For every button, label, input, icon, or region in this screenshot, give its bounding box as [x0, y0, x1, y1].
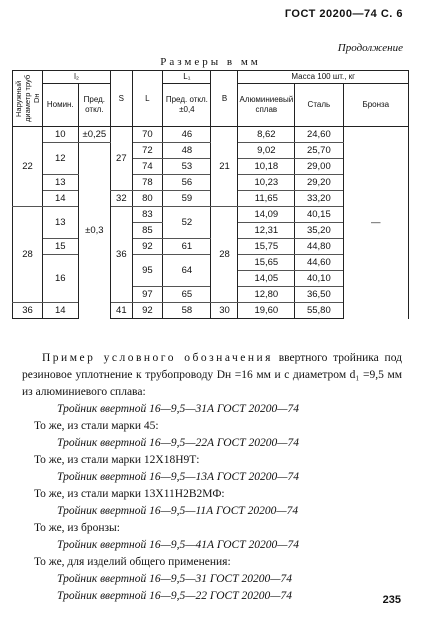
table-row: 74 53 10,18 29,00 [13, 159, 409, 175]
col-l2: l₂ [43, 71, 111, 84]
table-row: 12 ±0,3 72 48 9,02 25,70 [13, 143, 409, 159]
table-row: 15 92 61 15,75 44,80 [13, 239, 409, 255]
example-section [22, 350, 402, 605]
variant-steel-13x11: То же, из стали марки 13Х11Н2В2МФ: [34, 488, 225, 500]
page-header: ГОСТ 20200—74 С. 6 [284, 8, 403, 20]
col-l1: L₁ [163, 71, 211, 84]
table-row: 22 10 ±0,25 27 70 46 21 8,62 24,60 — [13, 127, 409, 143]
table-row: 36 14 41 92 58 30 19,60 55,80 [13, 303, 409, 319]
designation-2: Тройник ввертной 16—9,5—22А ГОСТ 20200—74 [57, 437, 299, 449]
col-steel: Сталь [295, 84, 343, 127]
designation-5: Тройник ввертной 16—9,5—41А ГОСТ 20200—74 [57, 539, 299, 551]
dimensions-table [12, 70, 409, 319]
table-row: 14,05 40,10 [13, 271, 409, 287]
continued-label: Продолжение [337, 42, 403, 54]
table-row: 28 13 36 83 52 28 14,09 40,15 [13, 207, 409, 223]
example-intro: Пример условного обозначения ввертного тройника под резиновое уплотнение к трубопроводу Dн =16 мм и с диаметром d₁ =9,5 мм из алюминиевого сплава: [22, 352, 402, 398]
variant-general: То же, для изделий общего применения: [34, 556, 231, 568]
col-L: L [132, 71, 163, 127]
page-number: 235 [382, 594, 401, 606]
designation-7: Тройник ввертной 16—9,5—22 ГОСТ 20200—74 [57, 590, 292, 602]
col-bronze: Бронза [343, 84, 408, 127]
col-b: B [211, 71, 238, 127]
designation-1: Тройник ввертной 16—9,5—31А ГОСТ 20200—74 [57, 403, 299, 415]
col-tolerance: Пред. откл. [78, 84, 111, 127]
variant-steel-12x18h9t: То же, из стали марки 12Х18Н9Т: [34, 454, 200, 466]
col-aluminium: Алюминиевый сплав [238, 84, 295, 127]
col-nominal: Номин. [43, 84, 79, 127]
col-s: S [111, 71, 132, 127]
designation-3: Тройник ввертной 16—9,5—13А ГОСТ 20200—74 [57, 471, 299, 483]
table-row: 85 12,31 35,20 [13, 223, 409, 239]
units-caption: Размеры в мм [160, 56, 261, 68]
col-l1-tolerance: Пред. откл. ±0,4 [163, 84, 211, 127]
designation-6: Тройник ввертной 16—9,5—31 ГОСТ 20200—74 [57, 573, 292, 585]
col-outer-diameter: Наружный диаметр труб Dн [13, 71, 43, 127]
variant-bronze: То же, из бронзы: [34, 522, 120, 534]
table-row: 13 78 56 10,23 29,20 [13, 175, 409, 191]
table-row: 14 32 80 59 11,65 33,20 [13, 191, 409, 207]
designation-4: Тройник ввертной 16—9,5—11А ГОСТ 20200—74 [57, 505, 299, 517]
table-row: 97 65 12,80 36,50 [13, 287, 409, 303]
table-row: 16 95 64 15,65 44,60 [13, 255, 409, 271]
col-mass: Масса 100 шт., кг [238, 71, 409, 84]
variant-steel-45: То же, из стали марки 45: [34, 420, 159, 432]
